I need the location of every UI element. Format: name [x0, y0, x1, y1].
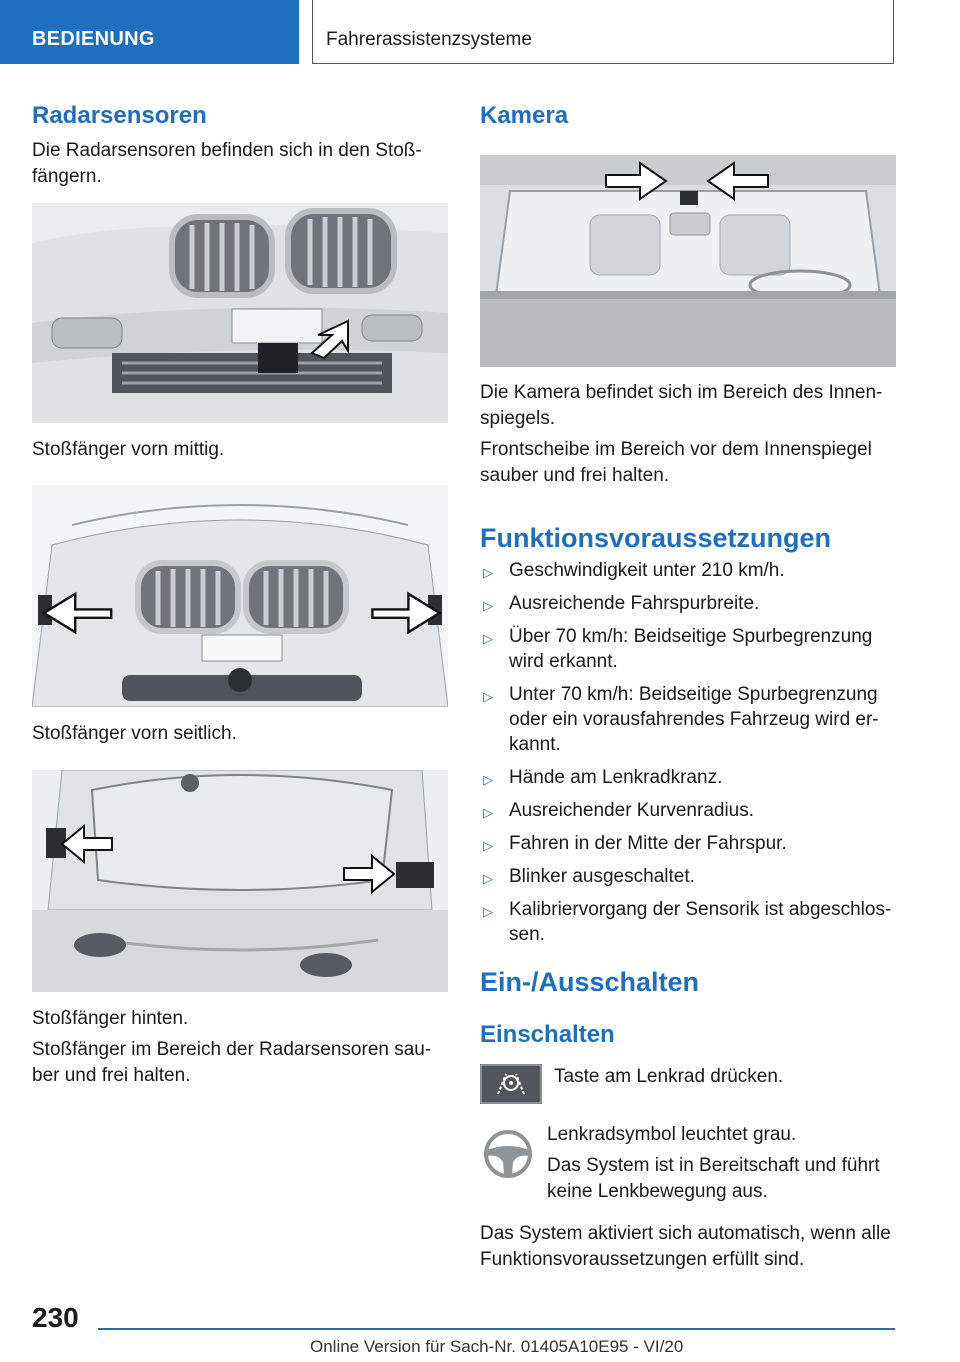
radar-note-line1: Stoßfänger im Bereich der Radarsensoren sau-	[32, 1039, 432, 1060]
triangle-bullet-icon: ▷	[483, 598, 493, 613]
triangle-bullet-icon: ▷	[483, 871, 493, 886]
triangle-bullet-icon: ▷	[483, 772, 493, 787]
caption-front-side: Stoßfänger vorn seitlich.	[32, 723, 237, 744]
front-bumper-center-image	[32, 203, 448, 423]
radar-intro-line1: Die Radarsensoren befinden sich in den Stoß-	[32, 140, 422, 161]
list-item: ▷ Fahren in der Mitte der Fahrspur.	[480, 831, 900, 856]
triangle-bullet-icon: ▷	[483, 805, 493, 820]
camera-heading: Kamera	[480, 102, 569, 129]
triangle-bullet-icon: ▷	[483, 565, 493, 580]
footer-divider	[98, 1328, 895, 1330]
page-number: 230	[32, 1302, 79, 1333]
ready-line2: keine Lenkbewegung aus.	[547, 1181, 768, 1202]
rear-bumper-image	[32, 770, 448, 992]
functions-heading: Funktionsvoraussetzungen	[480, 523, 832, 553]
footer-online-version: Online Version für Sach-Nr. 01405A10E95 - VI/20	[310, 1337, 684, 1356]
camera-clean-line1: Frontscheibe im Bereich vor dem Innenspiegel	[480, 439, 872, 460]
list-item: ▷ Ausreichende Fahrspurbreite.	[480, 591, 900, 616]
radar-intro-line2: fängern.	[32, 166, 102, 187]
list-item: ▷ Unter 70 km/h: Beidseitige Spurbegrenzung oder ein vorausfahrendes Fahrzeug wird er- kannt.	[483, 684, 879, 755]
triangle-bullet-icon: ▷	[483, 904, 493, 919]
button-instruction: Taste am Lenkrad drücken.	[554, 1066, 784, 1087]
list-item: ▷ Über 70 km/h: Beidseitige Spurbegrenzung wird erkannt.	[483, 626, 873, 672]
caption-front-center: Stoßfänger vorn mittig.	[32, 439, 225, 460]
steering-wheel-icon	[480, 1128, 536, 1180]
camera-clean-line2: sauber und frei halten.	[480, 465, 670, 486]
onoff-heading: Ein-/Ausschalten	[480, 967, 700, 997]
auto-line2: Funktionsvoraussetzungen erfüllt sind.	[480, 1249, 805, 1270]
chapter-title: Fahrerassistenzsysteme	[326, 29, 532, 50]
caption-rear: Stoßfänger hinten.	[32, 1008, 189, 1029]
list-item: ▷ Kalibriervorgang der Sensorik ist abgeschlos- sen.	[483, 899, 892, 945]
front-bumper-side-image	[32, 485, 448, 707]
section-tab	[0, 0, 299, 64]
triangle-bullet-icon: ▷	[483, 689, 493, 704]
triangle-bullet-icon: ▷	[483, 838, 493, 853]
camera-text-line1: Die Kamera befindet sich im Bereich des Innen-	[480, 382, 883, 403]
camera-location-image	[480, 155, 896, 367]
lane-assist-button-icon	[480, 1064, 542, 1104]
triangle-bullet-icon: ▷	[483, 631, 493, 646]
list-item: ▷ Geschwindigkeit unter 210 km/h.	[480, 558, 900, 583]
list-item: ▷ Blinker ausgeschaltet.	[480, 864, 900, 889]
ready-line1: Das System ist in Bereitschaft und führt	[547, 1155, 880, 1176]
auto-line1: Das System aktiviert sich automatisch, wenn alle	[480, 1223, 891, 1244]
camera-text-line2: spiegels.	[480, 408, 555, 429]
list-item: ▷ Hände am Lenkradkranz.	[480, 765, 900, 790]
conditions-list	[480, 558, 900, 955]
radar-note-line2: ber und frei halten.	[32, 1065, 191, 1086]
chapter-header	[312, 0, 894, 64]
list-item: ▷ Ausreichender Kurvenradius.	[480, 798, 900, 823]
section-title: BEDIENUNG	[32, 28, 155, 50]
radar-heading: Radarsensoren	[32, 102, 207, 129]
on-heading: Einschalten	[480, 1021, 615, 1048]
symbol-text: Lenkradsymbol leuchtet grau.	[547, 1124, 797, 1145]
